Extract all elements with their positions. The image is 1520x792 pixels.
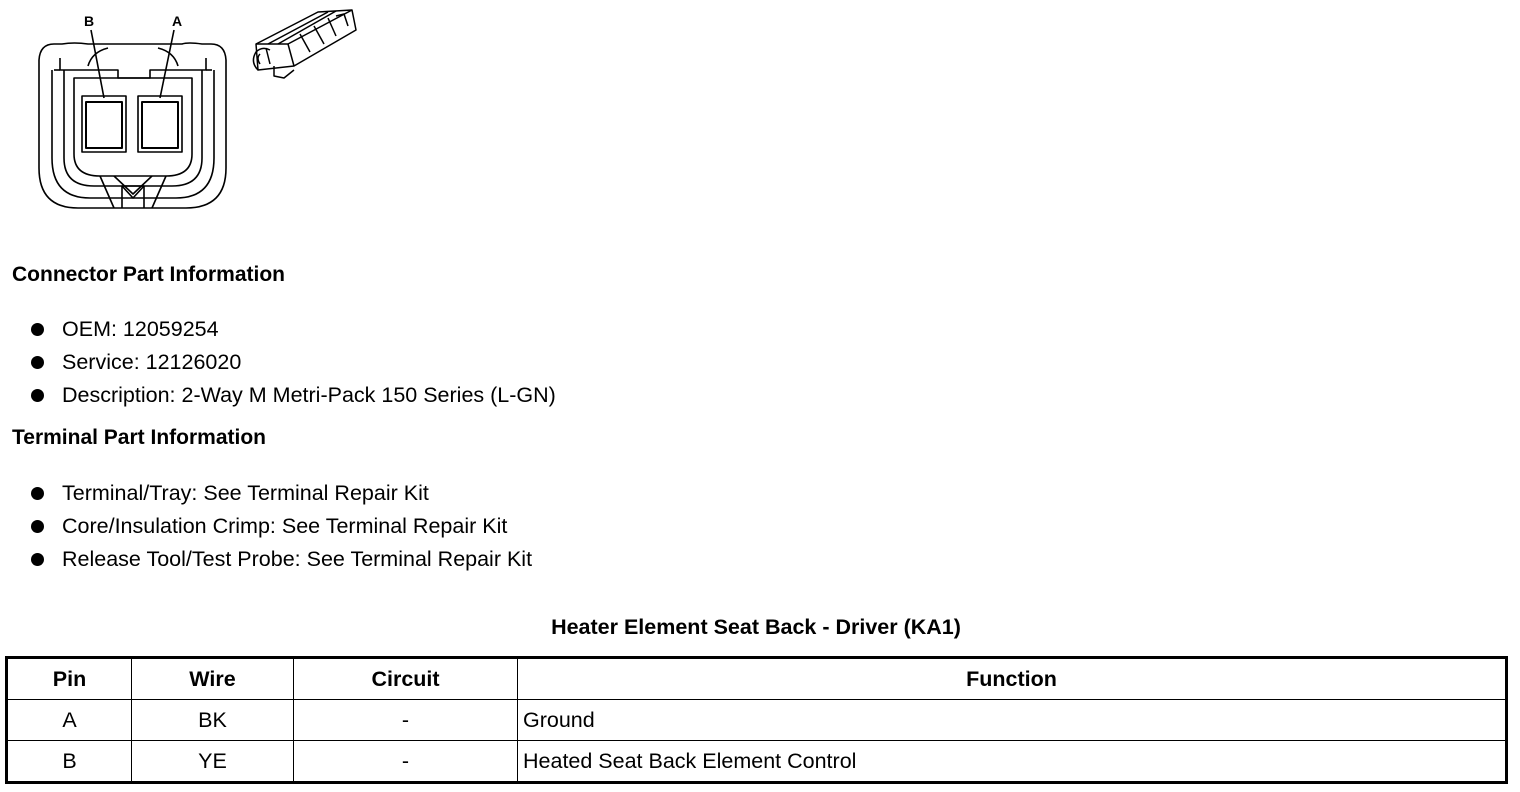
column-header-wire: Wire	[132, 658, 294, 700]
column-header-function: Function	[518, 658, 1507, 700]
pin-cell: B	[7, 741, 132, 783]
list-item-text: Core/Insulation Crimp: See Terminal Repair Kit	[62, 514, 508, 538]
list-item-text: Description: 2-Way M Metri-Pack 150 Series (L-GN)	[62, 383, 556, 407]
list-item	[30, 478, 532, 511]
wire-cell: YE	[132, 741, 294, 783]
list-item-text: Service: 12126020	[62, 350, 242, 374]
circuit-cell: -	[294, 700, 518, 741]
connector-info-heading: Connector Part Information	[12, 263, 286, 286]
pin-label-b: B	[84, 13, 95, 29]
bullet-icon	[31, 323, 44, 336]
list-item-text: OEM: 12059254	[62, 317, 219, 341]
function-cell: Ground	[518, 700, 1507, 741]
bullet-icon	[31, 356, 44, 369]
pinout-table	[5, 656, 1508, 784]
pin-label-a: A	[172, 13, 183, 29]
terminal-info-list	[30, 478, 532, 577]
pinout-table-title: Heater Element Seat Back - Driver (KA1)	[551, 615, 961, 639]
list-item-text: Release Tool/Test Probe: See Terminal Repair Kit	[62, 547, 533, 571]
connector-info-list	[30, 314, 556, 413]
connector-face-diagram	[30, 8, 236, 214]
function-cell: Heated Seat Back Element Control	[518, 741, 1507, 783]
list-item-text: Terminal/Tray: See Terminal Repair Kit	[62, 481, 429, 505]
circuit-cell: -	[294, 741, 518, 783]
list-item	[30, 544, 532, 577]
list-item	[30, 314, 556, 347]
bullet-icon	[31, 389, 44, 402]
connector-isometric-illustration	[248, 4, 363, 89]
list-item	[30, 511, 532, 544]
list-item	[30, 380, 556, 413]
bullet-icon	[31, 487, 44, 500]
pin-cell: A	[7, 700, 132, 741]
bullet-icon	[31, 553, 44, 566]
column-header-pin: Pin	[7, 658, 132, 700]
wire-cell: BK	[132, 700, 294, 741]
bullet-icon	[31, 520, 44, 533]
table-header-row	[7, 658, 1507, 700]
terminal-info-heading: Terminal Part Information	[12, 426, 266, 449]
list-item	[30, 347, 556, 380]
column-header-circuit: Circuit	[294, 658, 518, 700]
table-row	[7, 741, 1507, 783]
table-row	[7, 700, 1507, 741]
